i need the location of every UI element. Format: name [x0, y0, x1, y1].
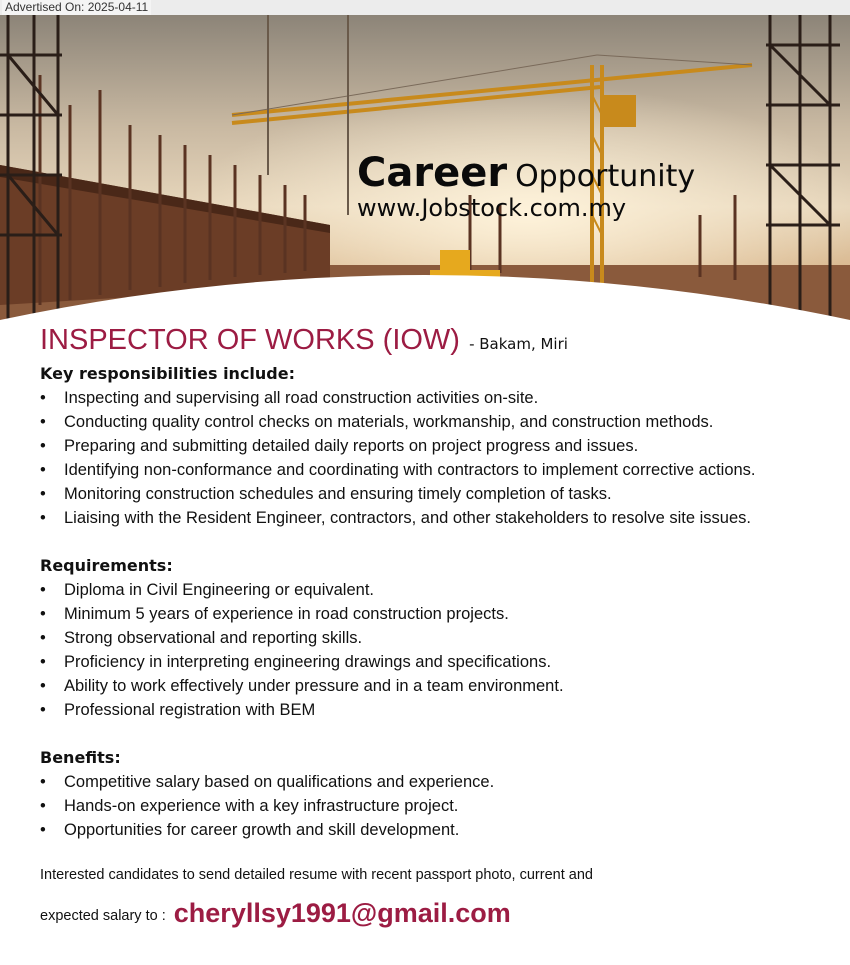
- job-title-row: [40, 322, 840, 362]
- job-title: INSPECTOR OF WORKS (IOW): [40, 324, 460, 356]
- job-content: [40, 322, 840, 929]
- opportunity-word: Opportunity: [515, 159, 696, 194]
- list-item: • Ability to work effectively under pressure and in a team environment.: [40, 674, 840, 698]
- list-item: • Hands-on experience with a key infrastructure project.: [40, 794, 840, 818]
- requirements-heading: Requirements:: [40, 556, 173, 575]
- list-item: • Liaising with the Resident Engineer, contractors, and other stakeholders to resolve site issues.: [40, 506, 840, 530]
- list-item: • Diploma in Civil Engineering or equivalent.: [40, 578, 840, 602]
- benefits-heading: Benefits:: [40, 748, 121, 767]
- list-item: • Preparing and submitting detailed daily reports on project progress and issues.: [40, 434, 840, 458]
- list-item: • Monitoring construction schedules and ensuring timely completion of tasks.: [40, 482, 840, 506]
- list-item: • Minimum 5 years of experience in road construction projects.: [40, 602, 840, 626]
- apply-prefix: expected salary to :: [40, 908, 166, 924]
- responsibilities-list: [40, 386, 840, 530]
- career-opportunity-title: [357, 150, 695, 196]
- list-item: • Proficiency in interpreting engineering drawings and specifications.: [40, 650, 840, 674]
- responsibilities-heading: Key responsibilities include:: [40, 364, 295, 383]
- list-item: • Inspecting and supervising all road construction activities on-site.: [40, 386, 840, 410]
- list-item: • Identifying non-conformance and coordinating with contractors to implement corrective actions.: [40, 458, 840, 482]
- list-item: • Opportunities for career growth and skill development.: [40, 818, 840, 842]
- apply-line-2: [40, 898, 840, 929]
- list-item: • Competitive salary based on qualifications and experience.: [40, 770, 840, 794]
- list-item: • Conducting quality control checks on materials, workmanship, and construction methods.: [40, 410, 840, 434]
- contact-email-link[interactable]: cheryllsy1991@gmail.com: [173, 898, 511, 928]
- career-word: Career: [357, 150, 508, 196]
- list-item: • Strong observational and reporting skills.: [40, 626, 840, 650]
- brand-block: [357, 150, 695, 222]
- benefits-list: [40, 770, 840, 842]
- site-url[interactable]: www.Jobstock.com.my: [357, 194, 627, 222]
- apply-instructions: Interested candidates to send detailed resume with recent passport photo, current and: [40, 867, 593, 883]
- job-location: - Bakam, Miri: [469, 335, 568, 353]
- advertised-date: Advertised On: 2025-04-11: [2, 0, 151, 15]
- list-item: • Professional registration with BEM: [40, 698, 840, 722]
- requirements-list: [40, 578, 840, 722]
